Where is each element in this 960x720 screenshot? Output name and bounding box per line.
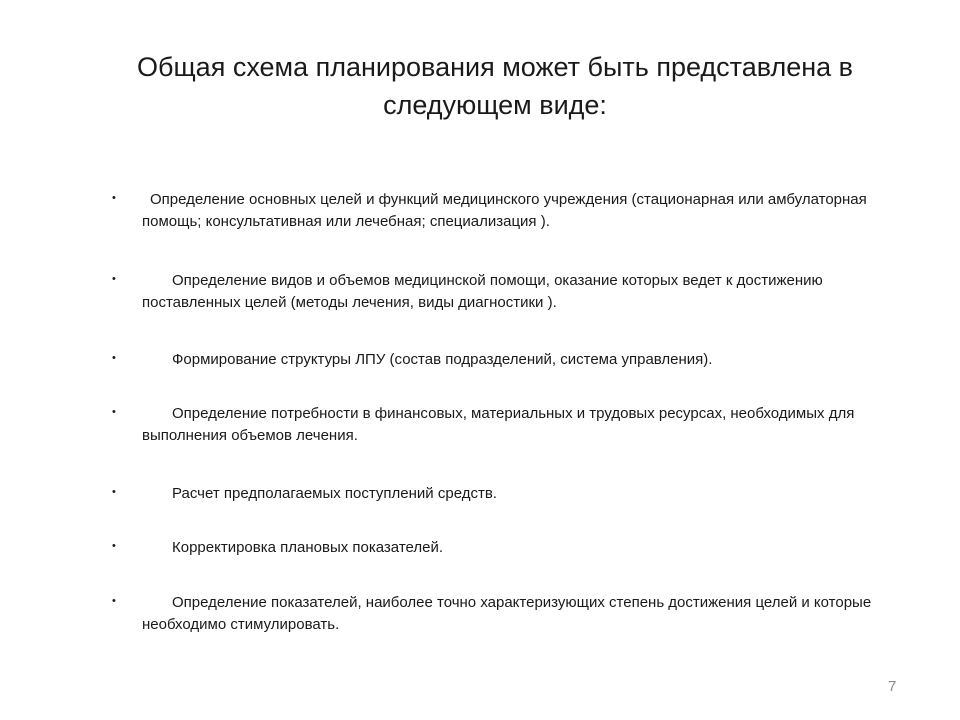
- list-item: [112, 270, 872, 314]
- bullet-icon: •: [112, 486, 116, 498]
- list-item: [112, 403, 872, 447]
- slide-title: Общая схема планирования может быть представлена в следующем виде:: [137, 52, 853, 120]
- list-item: [112, 483, 872, 505]
- page-number: 7: [888, 678, 897, 695]
- bullet-icon: •: [112, 273, 116, 285]
- bullet-icon: •: [112, 595, 116, 607]
- bullet-text: Определение показателей, наиболее точно характеризующих степень достижения целей и которые необходимо стимулировать.: [142, 594, 872, 633]
- list-item: [112, 537, 872, 559]
- list-item: [112, 592, 872, 636]
- bullet-icon: •: [112, 540, 116, 552]
- list-item: [112, 189, 872, 233]
- bullet-icon: •: [112, 406, 116, 418]
- bullet-icon: •: [112, 192, 116, 204]
- bullet-text: Корректировка плановых показателей.: [172, 539, 444, 556]
- bullet-text: Определение основных целей и функций медицинского учреждения (стационарная или амбулаторная помощь; консультативная или лечебная; специализация ).: [142, 191, 867, 230]
- list-item: [112, 349, 872, 371]
- bullet-text: Расчет предполагаемых поступлений средств.: [172, 485, 497, 502]
- bullet-text: Формирование структуры ЛПУ (состав подразделений, система управления).: [172, 351, 713, 368]
- bullet-text: Определение потребности в финансовых, материальных и трудовых ресурсах, необходимых для выполнения объемов лечения.: [142, 405, 855, 444]
- bullet-icon: •: [112, 352, 116, 364]
- bullet-text: Определение видов и объемов медицинской помощи, оказание которых ведет к достижению поставленных целей (методы лечения, виды диагностики ).: [142, 272, 823, 311]
